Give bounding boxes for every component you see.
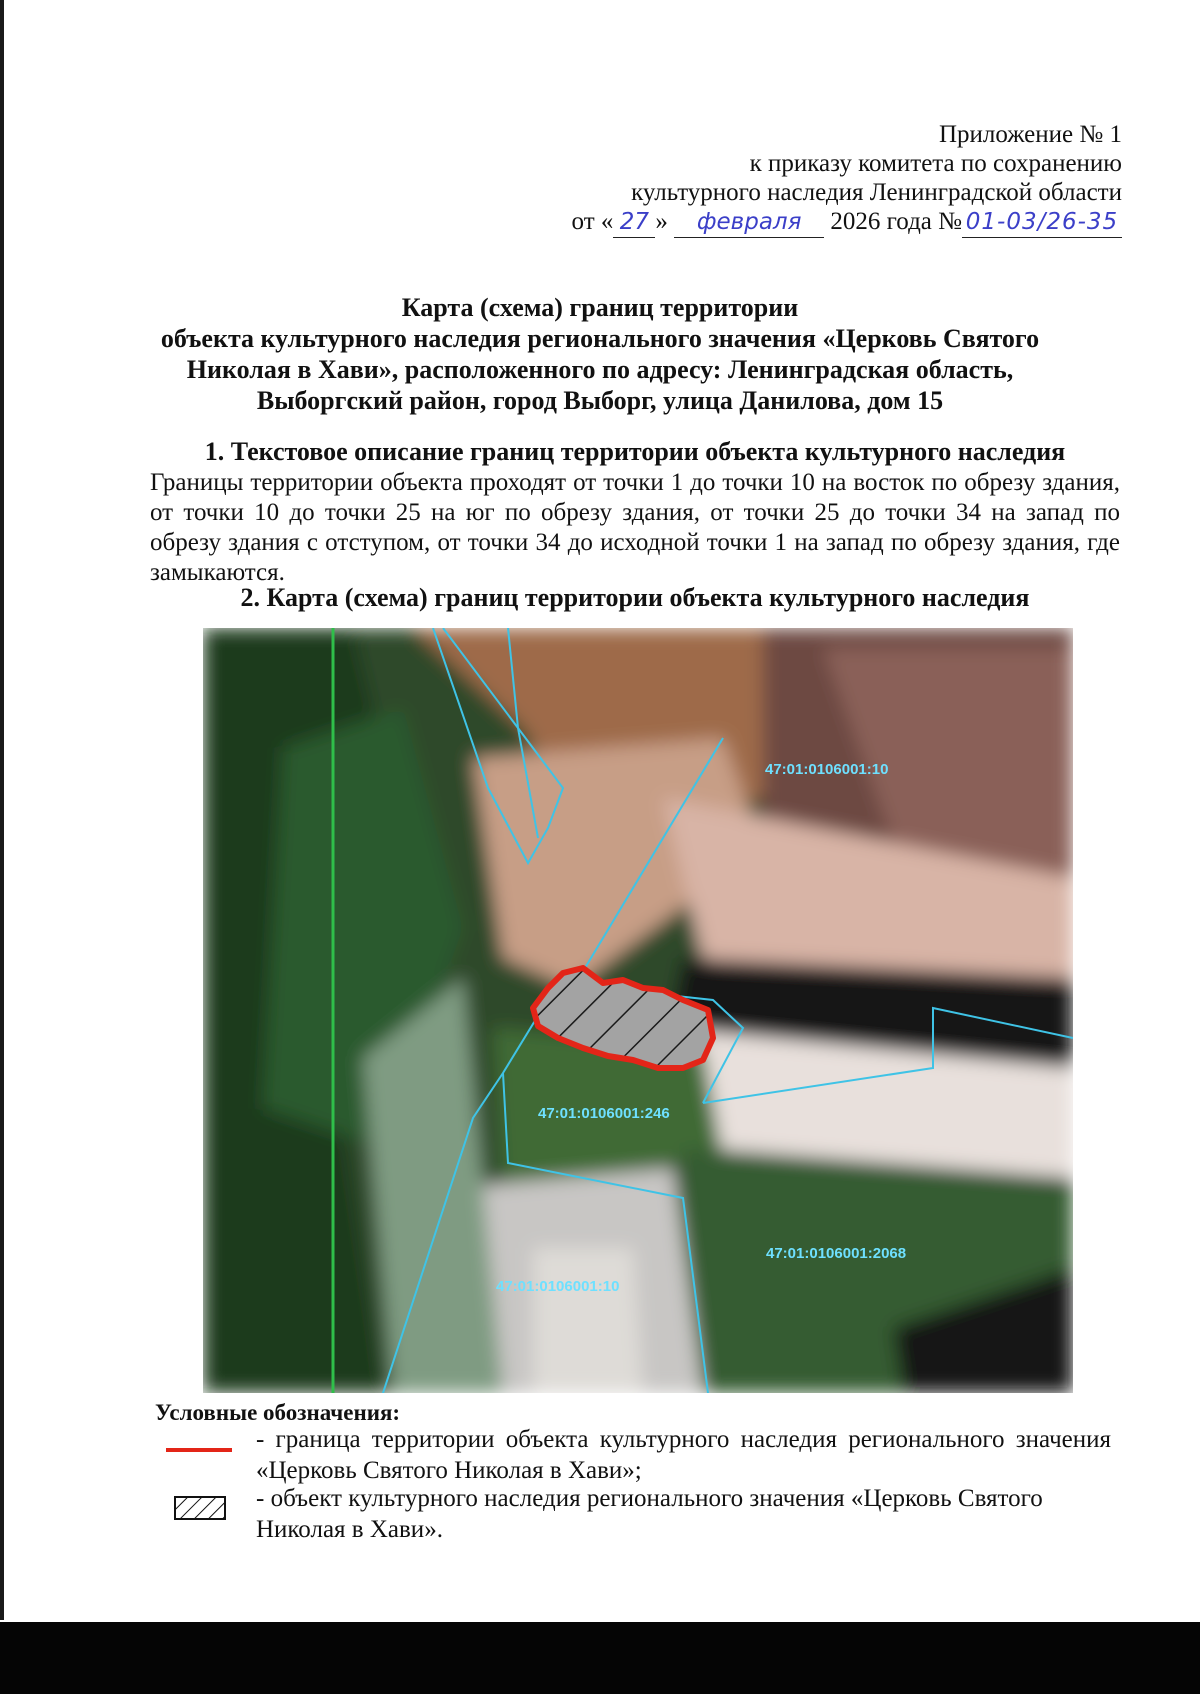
document-title [140, 292, 1060, 416]
order-number-handwritten: 01-03/26-35 [962, 208, 1122, 238]
territory-map [203, 628, 1073, 1393]
scan-bottom-bar [0, 1622, 1200, 1694]
title-line-3: Николая в Хави», расположенного по адресу: Ленинградская область, [186, 355, 1014, 384]
annex-header [572, 120, 1122, 238]
legend-title: Условные обозначения: [155, 1400, 401, 1425]
legend-hatch-symbol [174, 1496, 226, 1520]
parcel-label-4: 47:01:0106001:10 [496, 1278, 620, 1295]
scan-left-edge [0, 0, 4, 1620]
parcel-label-1: 47:01:0106001:10 [765, 761, 889, 778]
section-2-heading: 2. Карта (схема) границ территории объекта культурного наследия [240, 583, 1030, 612]
annex-line-2: к приказу комитета по сохранению [749, 150, 1122, 177]
order-month-handwritten: февраля [674, 208, 824, 238]
title-line-4: Выборгский район, город Выборг, улица Данилова, дом 15 [256, 386, 944, 415]
title-line-1: Карта (схема) границ территории [401, 293, 799, 322]
order-date-line [572, 207, 1122, 238]
section-1-heading: 1. Текстовое описание границ территории объекта культурного наследия [204, 437, 1066, 466]
legend-boundary-symbol [166, 1448, 232, 1452]
order-from: от « [571, 208, 614, 235]
parcel-label-3: 47:01:0106001:2068 [766, 1245, 907, 1262]
annex-line-1: Приложение № 1 [938, 121, 1122, 148]
map-image [203, 628, 1073, 1393]
order-day-handwritten: 27 [613, 208, 655, 238]
annex-line-3: культурного наследия Ленинградской области [631, 179, 1122, 206]
order-year: 2026 года № [830, 208, 962, 235]
section-1-text: Границы территории объекта проходят от точки 1 до точки 10 на восток по обрезу здания, от точки 10 до точки 25 на юг по обрезу здания, от точки 25 до точки 34 на запад по обрезу здания с отступом, от точки 34 до исходной точки 1 на запад по обрезу здания, где замыкаются. [150, 469, 1120, 586]
legend-object-text: - объект культурного наследия регионального значения «Церковь Святого Николая в Хави». [256, 1485, 1043, 1543]
title-line-2: объекта культурного наследия регионального значения «Церковь Святого [160, 324, 1040, 353]
order-quote-close: » [655, 208, 668, 235]
parcel-label-2: 47:01:0106001:246 [538, 1105, 670, 1122]
legend-boundary-text: - граница территории объекта культурного наследия регионального значения «Церковь Святого Николая в Хави»; [256, 1426, 1111, 1484]
